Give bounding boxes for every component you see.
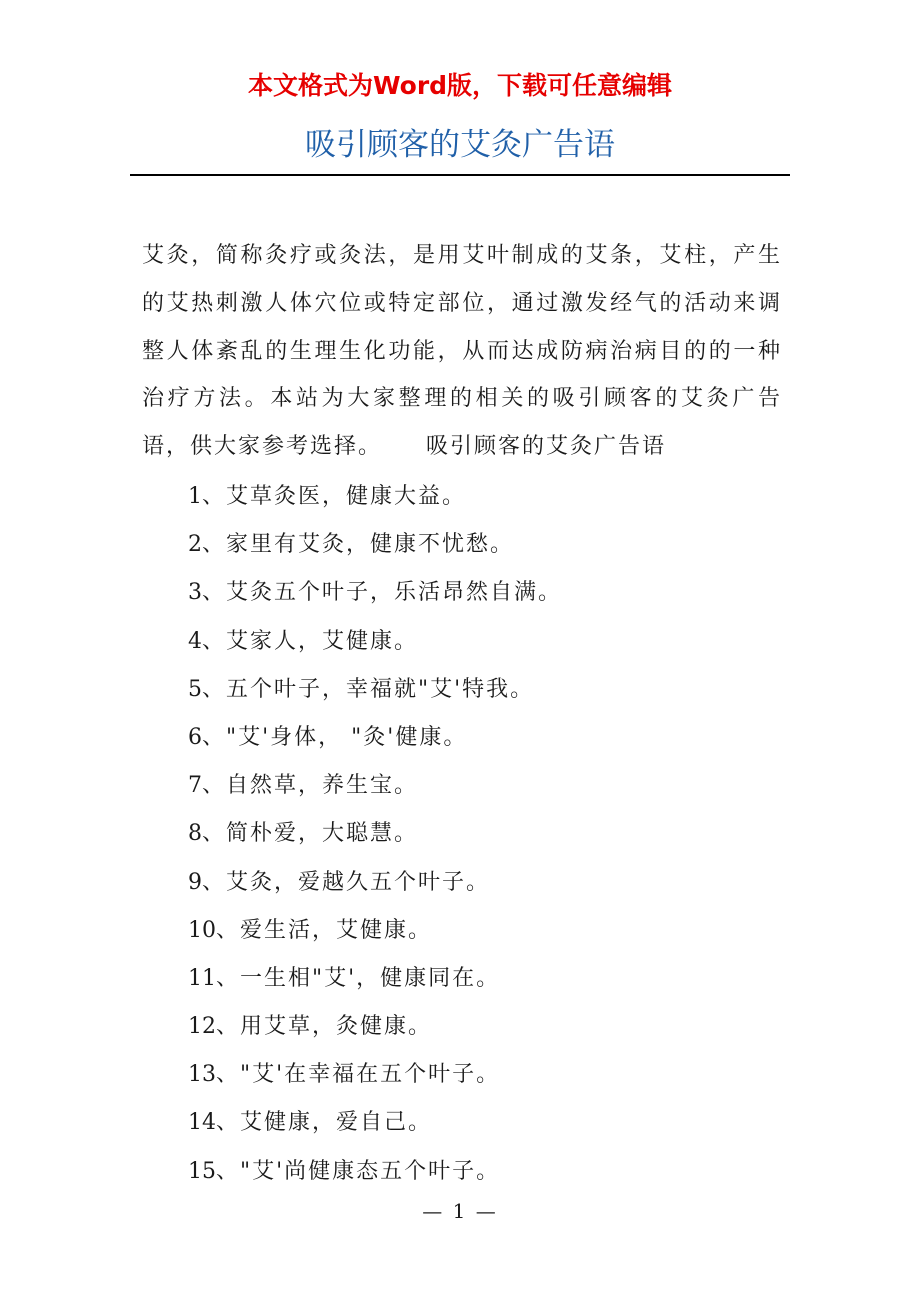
item-text: 自然草，养生宝。: [226, 773, 419, 799]
item-separator: 、: [202, 676, 227, 702]
item-text: "艾'在幸福在五个叶子。: [240, 1062, 501, 1088]
item-number: 9: [188, 869, 202, 895]
item-number: 14: [188, 1110, 216, 1136]
item-text: "艾'身体， "灸'健康。: [226, 724, 468, 750]
item-text: 艾草灸医，健康大益。: [226, 484, 467, 509]
item-number: 7: [188, 773, 202, 799]
list-item: [188, 907, 562, 955]
list-item: [188, 521, 562, 569]
item-number: 13: [188, 1062, 216, 1088]
list-item: [188, 618, 562, 666]
item-separator: 、: [202, 773, 227, 799]
item-separator: 、: [216, 965, 241, 991]
item-separator: 、: [216, 1158, 241, 1184]
intro-text: 艾灸，简称灸疗或灸法，是用艾叶制成的艾条，艾柱，产生的艾热刺激人体穴位或特定部位，通过激发经气的活动来调整人体紊乱的生理生化功能，从而达成防病治病目的的一种治疗方法。本站为大家整理的相关的吸引顾客的艾灸广告语，供大家参考选择。: [142, 243, 782, 460]
intro-paragraph: [142, 232, 782, 471]
list-item: [188, 714, 562, 762]
document-title: 吸引顾客的艾灸广告语: [305, 127, 615, 163]
item-text: 简朴爱，大聪慧。: [226, 821, 419, 847]
item-text: 家里有艾灸，健康不忧愁。: [226, 532, 515, 558]
list-item: [188, 666, 562, 714]
item-separator: 、: [202, 484, 227, 509]
item-number: 3: [188, 580, 202, 606]
list-item: [188, 569, 562, 617]
slogan-list: [188, 473, 562, 1196]
item-text: 艾灸五个叶子，乐活昂然自满。: [226, 580, 563, 606]
word-format-banner: 本文格式为Word版，下载可任意编辑: [247, 71, 673, 100]
list-item: [188, 1003, 562, 1051]
item-number: 6: [188, 724, 202, 750]
item-text: 爱生活，艾健康。: [240, 917, 433, 943]
item-text: 五个叶子，幸福就"艾'特我。: [226, 676, 535, 702]
item-separator: 、: [202, 532, 227, 558]
item-separator: 、: [202, 869, 227, 895]
list-item: [188, 955, 562, 1003]
item-text: 一生相"艾'，健康同在。: [240, 965, 501, 991]
item-number: 2: [188, 532, 202, 558]
list-item: [188, 1051, 562, 1099]
item-text: 艾健康，爱自己。: [240, 1110, 433, 1136]
item-number: 10: [188, 917, 216, 943]
item-number: 15: [188, 1158, 216, 1184]
item-number: 8: [188, 821, 202, 847]
list-item: [188, 1148, 562, 1196]
item-separator: 、: [216, 1014, 241, 1040]
item-separator: 、: [202, 724, 227, 750]
item-number: 12: [188, 1014, 216, 1040]
item-separator: 、: [202, 580, 227, 606]
intro-subheading: 吸引顾客的艾灸广告语: [426, 434, 667, 460]
item-separator: 、: [216, 917, 241, 943]
list-item: [188, 810, 562, 858]
title-divider: [130, 174, 790, 176]
item-separator: 、: [202, 628, 227, 654]
page-number: — 1 —: [422, 1199, 498, 1223]
item-text: 艾灸，爱越久五个叶子。: [226, 869, 491, 895]
item-text: "艾'尚健康态五个叶子。: [240, 1158, 501, 1184]
item-separator: 、: [202, 821, 227, 847]
item-text: 艾家人，艾健康。: [226, 628, 419, 654]
item-separator: 、: [216, 1062, 241, 1088]
item-number: 1: [188, 484, 202, 509]
item-separator: 、: [216, 1110, 241, 1136]
item-number: 4: [188, 628, 202, 654]
item-number: 5: [188, 676, 202, 702]
item-number: 11: [188, 965, 216, 991]
list-item: [188, 859, 562, 907]
list-item: [188, 473, 562, 521]
list-item: [188, 762, 562, 810]
item-text: 用艾草，灸健康。: [240, 1014, 433, 1040]
list-item: [188, 1099, 562, 1147]
